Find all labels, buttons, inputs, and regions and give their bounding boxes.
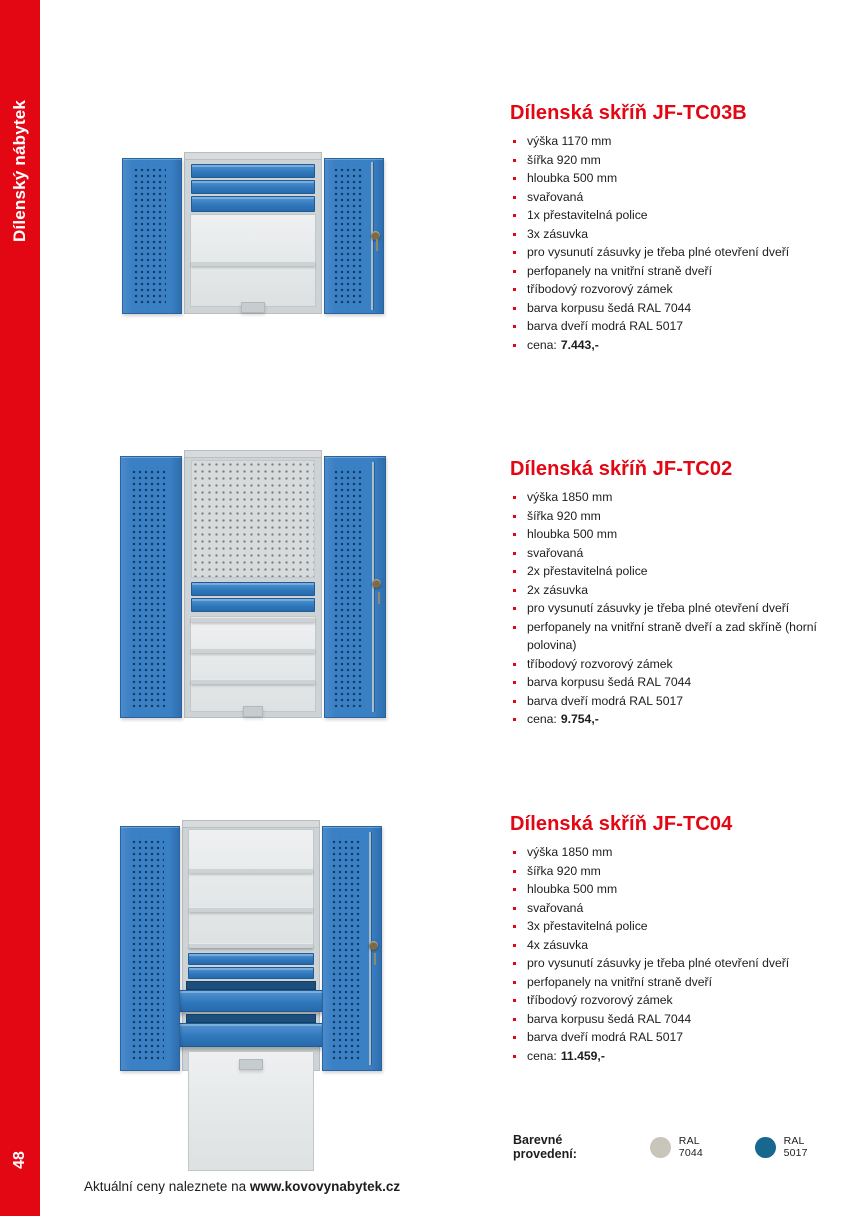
spec-text: výška 1850 mm <box>527 845 613 859</box>
product-image-jf-tc04 <box>120 820 382 1083</box>
price-value: 9.754,- <box>560 712 599 726</box>
shelf <box>191 617 315 622</box>
spec-text: barva korpusu šedá RAL 7044 <box>527 1011 692 1026</box>
open-drawer <box>177 1023 325 1047</box>
bullet-icon <box>513 663 516 666</box>
bullet-icon <box>513 251 516 254</box>
bullet-icon <box>513 307 516 310</box>
drawer <box>191 196 315 212</box>
swatch-circle-icon <box>755 1137 775 1158</box>
spec-item <box>510 151 850 170</box>
lock-icon <box>372 579 381 588</box>
sidebar <box>0 0 40 1216</box>
bullet-icon <box>513 533 516 536</box>
bullet-icon <box>513 1018 516 1021</box>
perforation-pattern <box>129 467 165 706</box>
cabinet-left-door <box>120 456 182 718</box>
bullet-icon <box>513 325 516 328</box>
spec-text: hloubka 500 mm <box>527 171 618 185</box>
shelf <box>189 907 313 912</box>
product-image-jf-tc03b <box>122 150 384 324</box>
spec-text: pro vysunutí zásuvky je třeba plné otevření dveří <box>527 956 790 970</box>
product-image-jf-tc02 <box>120 450 386 730</box>
bullet-icon <box>513 626 516 629</box>
cabinet-top-rail <box>185 153 321 160</box>
color-swatch-ral-5017 <box>755 1135 830 1159</box>
spec-item <box>510 862 850 881</box>
price-label: cena: <box>527 337 557 352</box>
spec-text: barva dveří modrá RAL 5017 <box>527 1030 684 1044</box>
shelf-compartment <box>190 616 316 712</box>
bullet-icon <box>513 925 516 928</box>
price-row <box>510 710 850 729</box>
cabinet-right-door <box>324 456 386 718</box>
shelf-compartment <box>190 214 316 307</box>
drawer <box>191 164 315 178</box>
price-value: 11.459,- <box>560 1048 605 1063</box>
drawer <box>188 967 314 979</box>
perforation-pattern <box>129 837 164 1061</box>
shelf <box>191 261 315 266</box>
spec-text: 4x zásuvka <box>527 937 588 952</box>
spec-text: 2x přestavitelná police <box>527 564 648 578</box>
product-title: Dílenská skříň JF-TC02 <box>510 458 733 480</box>
price-row <box>510 1047 850 1066</box>
cabinet-top-rail <box>185 451 321 458</box>
key-icon <box>378 592 380 604</box>
spec-text: výška 1850 mm <box>527 490 613 504</box>
spec-text: pro vysunutí zásuvky je třeba plné otevření dveří <box>527 601 790 615</box>
cabinet-body <box>184 450 322 718</box>
bullet-icon <box>513 344 516 347</box>
perforation-pattern <box>131 165 166 307</box>
bullet-icon <box>513 552 516 555</box>
key-icon <box>374 953 376 965</box>
perforation-pattern <box>331 467 365 706</box>
spec-item <box>510 132 850 151</box>
bullet-icon <box>513 1036 516 1039</box>
spec-item <box>510 599 850 618</box>
bullet-icon <box>513 700 516 703</box>
bullet-icon <box>513 570 516 573</box>
bullet-icon <box>513 233 516 236</box>
price-label: cena: <box>527 712 557 726</box>
spec-text: perfopanely na vnitřní straně dveří <box>527 974 712 989</box>
page-number: 48 <box>11 1151 28 1169</box>
spec-item <box>510 317 850 336</box>
product-info-jf-tc03b <box>510 101 850 354</box>
perforation-pattern <box>331 165 363 307</box>
spec-item <box>510 488 850 507</box>
spec-text: 3x přestavitelná police <box>527 919 648 933</box>
cabinet-body <box>184 152 322 314</box>
spec-item <box>510 169 850 188</box>
spec-item <box>510 262 850 281</box>
bullet-icon <box>513 962 516 965</box>
spec-item <box>510 973 850 992</box>
footer <box>84 1179 400 1194</box>
spec-text: tříbodový rozvorový zámek <box>527 282 673 296</box>
shelf <box>191 648 315 653</box>
shelf <box>189 868 313 873</box>
bullet-icon <box>513 177 516 180</box>
spec-item <box>510 692 850 711</box>
spec-text: svařovaná <box>527 189 584 204</box>
spec-text: hloubka 500 mm <box>527 882 618 896</box>
spec-item <box>510 243 850 262</box>
spec-text: barva dveří modrá RAL 5017 <box>527 319 684 333</box>
product-info-jf-tc04 <box>510 812 850 1065</box>
product-title: Dílenská skříň JF-TC03B <box>510 102 747 124</box>
color-swatch-ral-7044 <box>650 1135 725 1159</box>
cabinet-plinth <box>241 302 265 313</box>
bullet-icon <box>513 981 516 984</box>
price-label: cena: <box>527 1048 557 1063</box>
lock-icon <box>369 941 378 950</box>
bullet-icon <box>513 907 516 910</box>
bullet-icon <box>513 718 516 721</box>
cabinet-left-door <box>122 158 182 314</box>
spec-item <box>510 507 850 526</box>
footer-website-link[interactable]: www.kovovynabytek.cz <box>249 1179 401 1194</box>
spec-text: tříbodový rozvorový zámek <box>527 993 673 1007</box>
footer-text: Aktuální ceny naleznete na <box>84 1179 250 1194</box>
spec-text: pro vysunutí zásuvky je třeba plné otevření dveří <box>527 245 790 259</box>
cabinet-right-door <box>324 158 384 314</box>
spec-text: perfopanely na vnitřní straně dveří <box>527 263 712 278</box>
spec-text: 3x zásuvka <box>527 226 588 241</box>
drawer <box>191 598 315 612</box>
bullet-icon <box>513 140 516 143</box>
spec-text: svařovaná <box>527 545 584 560</box>
spec-item <box>510 673 850 692</box>
bullet-icon <box>513 851 516 854</box>
spec-item <box>510 843 850 862</box>
cabinet-right-door <box>322 826 382 1071</box>
price-value: 7.443,- <box>560 337 599 352</box>
bullet-icon <box>513 214 516 217</box>
key-icon <box>376 239 378 251</box>
bullet-icon <box>513 888 516 891</box>
spec-text: barva korpusu šedá RAL 7044 <box>527 300 692 315</box>
shelf <box>191 679 315 684</box>
product-title: Dílenská skříň JF-TC04 <box>510 813 733 835</box>
shelf-compartment <box>188 829 314 949</box>
perforation-pattern <box>329 837 361 1061</box>
bullet-icon <box>513 270 516 273</box>
spec-item <box>510 899 850 918</box>
cabinet-top-rail <box>183 821 319 828</box>
spec-item <box>510 655 850 674</box>
spec-text: svařovaná <box>527 900 584 915</box>
bullet-icon <box>513 589 516 592</box>
swatch-circle-icon <box>650 1137 670 1158</box>
spec-item <box>510 299 850 318</box>
cabinet-left-door <box>120 826 180 1071</box>
color-legend <box>513 1133 860 1161</box>
spec-text: tříbodový rozvorový zámek <box>527 656 673 671</box>
cabinet-plinth <box>243 706 263 717</box>
spec-text: perfopanely na vnitřní straně dveří a zad skříně (horní polovina) <box>527 619 817 652</box>
spec-list <box>510 488 850 710</box>
bullet-icon <box>513 196 516 199</box>
cabinet-plinth <box>239 1059 263 1070</box>
spec-text: šířka 920 mm <box>527 508 601 523</box>
spec-item <box>510 280 850 299</box>
spec-text: výška 1170 mm <box>527 134 612 148</box>
spec-item <box>510 188 850 207</box>
drawer <box>191 582 315 596</box>
open-drawer <box>177 990 325 1012</box>
spec-item <box>510 544 850 563</box>
spec-item <box>510 954 850 973</box>
shelf <box>189 943 313 948</box>
bullet-icon <box>513 515 516 518</box>
price-row <box>510 336 850 355</box>
spec-text: hloubka 500 mm <box>527 527 618 541</box>
spec-item <box>510 618 850 655</box>
bullet-icon <box>513 288 516 291</box>
spec-item <box>510 917 850 936</box>
spec-item <box>510 1028 850 1047</box>
spec-item <box>510 206 850 225</box>
open-drawer-cavity <box>186 1014 316 1023</box>
sidebar-category-label: Dílenský nábytek <box>10 99 29 243</box>
product-info-jf-tc02 <box>510 457 850 729</box>
bullet-icon <box>513 870 516 873</box>
swatch-name: RAL 7044 <box>678 1135 703 1159</box>
bullet-icon <box>513 1055 516 1058</box>
bullet-icon <box>513 496 516 499</box>
cabinet-body <box>182 820 320 1071</box>
spec-list <box>510 843 850 1047</box>
spec-item <box>510 991 850 1010</box>
bullet-icon <box>513 159 516 162</box>
spec-list <box>510 132 850 336</box>
drawer <box>188 953 314 965</box>
bullet-icon <box>513 944 516 947</box>
spec-item <box>510 581 850 600</box>
spec-item <box>510 1010 850 1029</box>
swatch-name: RAL 5017 <box>783 1135 808 1159</box>
legend-label: Barevné provedení: <box>513 1133 577 1161</box>
bullet-icon <box>513 607 516 610</box>
bullet-icon <box>513 681 516 684</box>
spec-text: barva korpusu šedá RAL 7044 <box>527 675 692 689</box>
spec-item <box>510 562 850 581</box>
spec-item <box>510 525 850 544</box>
perforated-back-panel <box>191 460 315 578</box>
spec-item <box>510 936 850 955</box>
spec-text: 2x zásuvka <box>527 582 588 597</box>
spec-item <box>510 225 850 244</box>
open-drawer-cavity <box>186 981 316 990</box>
bullet-icon <box>513 999 516 1002</box>
spec-text: šířka 920 mm <box>527 152 601 167</box>
spec-text: šířka 920 mm <box>527 863 601 878</box>
spec-item <box>510 880 850 899</box>
drawer <box>191 180 315 194</box>
spec-text: 1x přestavitelná police <box>527 208 648 222</box>
spec-text: barva dveří modrá RAL 5017 <box>527 693 684 708</box>
